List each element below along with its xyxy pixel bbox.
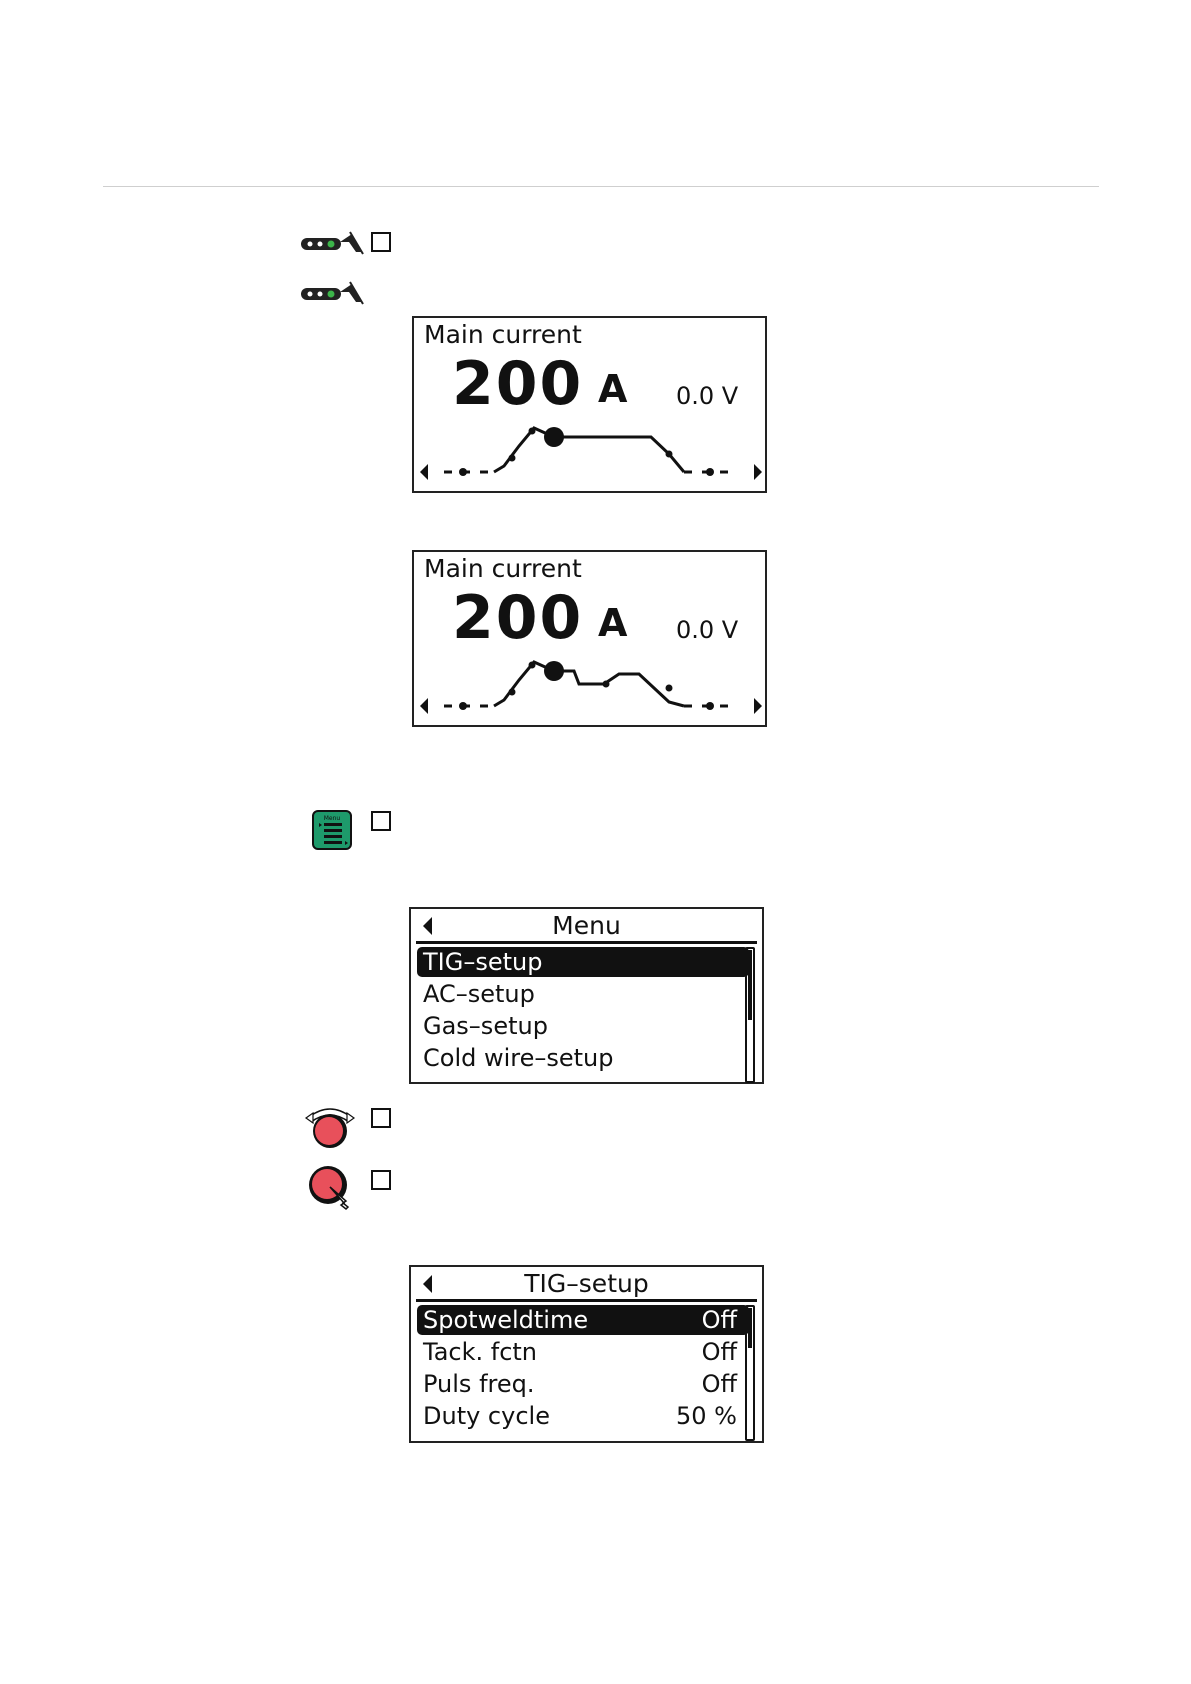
press-knob-icon bbox=[308, 1163, 354, 1215]
scrollbar[interactable] bbox=[745, 947, 755, 1083]
menu-display bbox=[409, 907, 764, 1084]
step-checkbox[interactable] bbox=[371, 232, 391, 252]
scrollbar[interactable] bbox=[745, 1305, 755, 1441]
torch-trigger-icon bbox=[300, 280, 364, 310]
voltage-value: 0.0 V bbox=[676, 382, 739, 410]
left-arrow-icon bbox=[420, 464, 428, 480]
step-checkbox[interactable] bbox=[371, 1108, 391, 1128]
svg-text:Menu: Menu bbox=[323, 815, 341, 822]
menu-title: TIG–setup bbox=[524, 1269, 649, 1298]
torch-trigger-icon bbox=[300, 230, 364, 260]
step-checkbox[interactable] bbox=[371, 811, 391, 831]
current-unit: A bbox=[598, 601, 628, 645]
setup-row-puls-freq[interactable]: Puls freq. Off bbox=[423, 1370, 737, 1398]
right-arrow-icon bbox=[754, 464, 762, 480]
current-unit: A bbox=[598, 367, 628, 411]
step-checkbox[interactable] bbox=[371, 1170, 391, 1190]
setup-row-duty-cycle[interactable]: Duty cycle 50 % bbox=[423, 1402, 737, 1430]
menu-item-tig-setup[interactable]: TIG–setup bbox=[417, 947, 749, 977]
left-arrow-icon bbox=[420, 698, 428, 714]
menu-header bbox=[411, 909, 762, 943]
tig-setup-display bbox=[409, 1265, 764, 1443]
voltage-value: 0.0 V bbox=[676, 616, 739, 644]
current-value: 200 bbox=[452, 583, 584, 653]
welding-process-curve bbox=[414, 318, 769, 495]
display-title: Main current bbox=[424, 320, 582, 349]
setup-row-spotweldtime[interactable]: Spotweldtime Off bbox=[417, 1305, 749, 1335]
menu-header bbox=[411, 1267, 762, 1301]
main-current-display-pulse bbox=[412, 550, 767, 727]
menu-title: Menu bbox=[552, 911, 621, 940]
welding-process-curve bbox=[414, 552, 769, 729]
header-rule bbox=[103, 186, 1099, 187]
main-current-display bbox=[412, 316, 767, 493]
right-arrow-icon bbox=[754, 698, 762, 714]
current-value: 200 bbox=[452, 349, 584, 419]
menu-item-cold-wire-setup[interactable]: Cold wire–setup bbox=[423, 1044, 614, 1072]
rotate-knob-icon bbox=[304, 1103, 356, 1153]
menu-button[interactable] bbox=[312, 810, 352, 854]
setup-row-tack-fctn[interactable]: Tack. fctn Off bbox=[423, 1338, 737, 1366]
menu-item-gas-setup[interactable]: Gas–setup bbox=[423, 1012, 548, 1040]
display-title: Main current bbox=[424, 554, 582, 583]
menu-item-ac-setup[interactable]: AC–setup bbox=[423, 980, 535, 1008]
